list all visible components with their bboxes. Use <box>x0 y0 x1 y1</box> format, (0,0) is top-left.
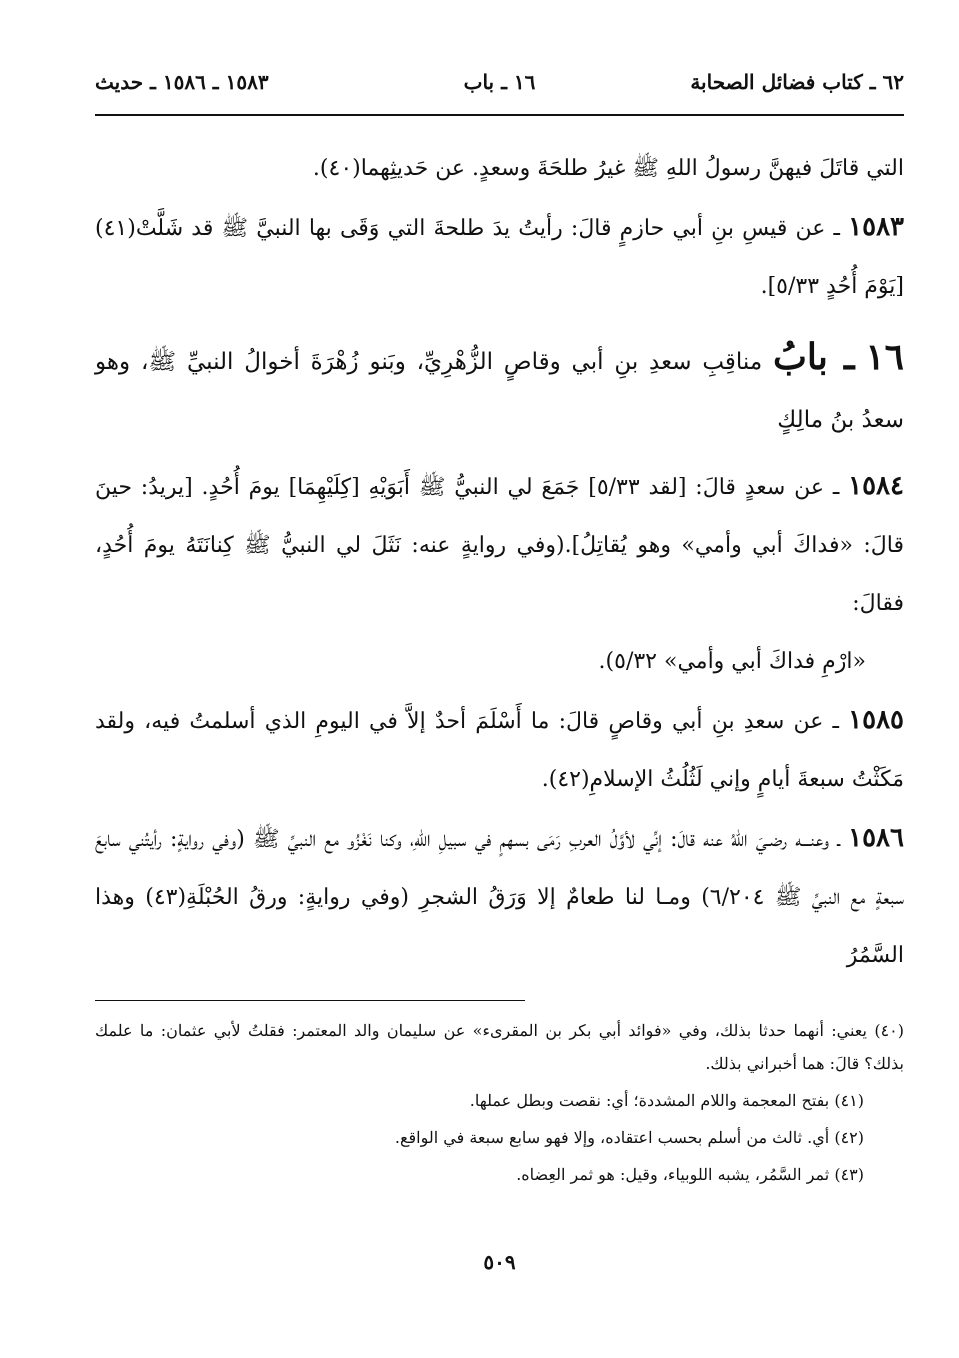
chapter-title: مناقِبِ سعدِ بنِ أبي وقاصٍ الزُّهْرِيِّ، وبَنو زُهْرَةَ أخوالُ النبيِّ ﷺ، وهو سعدُ بنُ مالِكٍ <box>95 349 904 433</box>
chapter-heading <box>95 328 904 449</box>
running-header <box>95 70 904 104</box>
chapter-number: ١٦ <box>865 336 904 378</box>
hadith-1586 <box>95 809 904 985</box>
footnote-divider <box>95 1000 525 1001</box>
header-hadith-range: ١٥٨٣ ـ ١٥٨٦ ـ حديث <box>95 70 269 94</box>
header-divider <box>95 114 904 116</box>
footnote-41: (٤١) بفتح المعجمة واللام المشددة؛ أي: نقصت وبطل عملها. <box>469 1091 864 1110</box>
hadith-number: ١٥٨٥ <box>848 705 905 735</box>
continuation-text: التي قاتَلَ فيهنَّ رسولُ اللهِ ﷺ غيرُ طلحَةَ وسعدٍ. عن حَديثِهما(٤٠). <box>312 156 904 181</box>
header-chapter: ١٦ ـ باب <box>463 70 536 94</box>
footnote-40: (٤٠) يعني: أنهما حدثا بذلك، وفي «فوائد أبي بكر بن المقرىء» عن سليمان والد المعتمر: فقلتُ لأبي عثمان: ما علمك بذلك؟ قالَ: هما أخبراني بذلك. <box>95 1021 904 1073</box>
chapter-label: ـ بابُ <box>773 336 855 378</box>
hadith-number: ١٥٨٣ <box>848 212 904 242</box>
hadith-text: ـ وعنـــه رضـيَ اللهُ عنه قالَ: إنِّي لأوَّلُ العربِ رَمَى بسهمٍ في سبيلِ اللهِ، وكنا نَغْزُو مع النبيِّ ﷺ (وفي روايةٍ: رأيتُني سابعَ سبعةٍ مع النبيِّ ﷺ ٦/٢٠٤) ومـا لنا طعامٌ إلا وَرَقُ الشجرِ (وفي روايةٍ: ورقُ الحُبْلَةِ(٤٣) وهذا السَّمُرُ <box>95 827 904 968</box>
page-number: ٥٠٩ <box>483 1250 516 1274</box>
hadith-1584 <box>95 457 904 633</box>
hadith-text: ـ عن سعدِ بنِ أبي وقاصٍ قالَ: ما أَسْلَمَ أحدٌ إلاَّ في اليومِ الذي أسلمتُ فيه، ولقد مَكَثْتُ سبعةَ أيامٍ وإني لَثُلُثُ الإسلامِ(٤٢). <box>95 709 904 792</box>
footnote-43: (٤٣) ثمر السَّمُر، يشبه اللوبياء، وقيل: هو ثمر العِضاه. <box>516 1165 864 1184</box>
hadith-number: ١٥٨٤ <box>848 471 904 501</box>
hadith-text: ـ عن سعدٍ قالَ: [لقد ٥/٣٣] جَمَعَ لي النبيُّ ﷺ أَبَوَيْهِ [كِلَيْهِمَا] يومَ أُحُدٍ. [يريدُ: حينَ قالَ: «فداكَ أبي وأمي» وهو يُقاتِلُ].(وفي روايةٍ عنه: نَثَلَ لي النبيُّ ﷺ كِنانَتَهُ يومَ أُحُدٍ، فقالَ: <box>95 475 904 616</box>
book-page <box>95 0 904 1358</box>
hadith-1584-quote: «ارْمِ فداكَ أبي وأمي» ٥/٣٢). <box>598 649 866 674</box>
footnote-42: (٤٢) أي. ثالث من أسلم بحسب اعتقاده، وإلا فهو سابع سبعة في الواقع. <box>394 1128 864 1147</box>
hadith-number: ١٥٨٦ <box>848 823 904 853</box>
hadith-1583 <box>95 198 904 316</box>
main-text <box>95 140 904 985</box>
footnotes <box>95 1014 904 1195</box>
hadith-1585 <box>95 691 904 809</box>
header-book-title: ٦٢ ـ كتاب فضائل الصحابة <box>690 70 904 94</box>
hadith-text: ـ عن قيسِ بنِ أبي حازمٍ قالَ: رأيتُ يدَ طلحةَ التي وَقَى بها النبيَّ ﷺ قد شَلَّتْ(٤١) [يَوْمَ أُحُدٍ ٥/٣٣]. <box>95 216 904 299</box>
